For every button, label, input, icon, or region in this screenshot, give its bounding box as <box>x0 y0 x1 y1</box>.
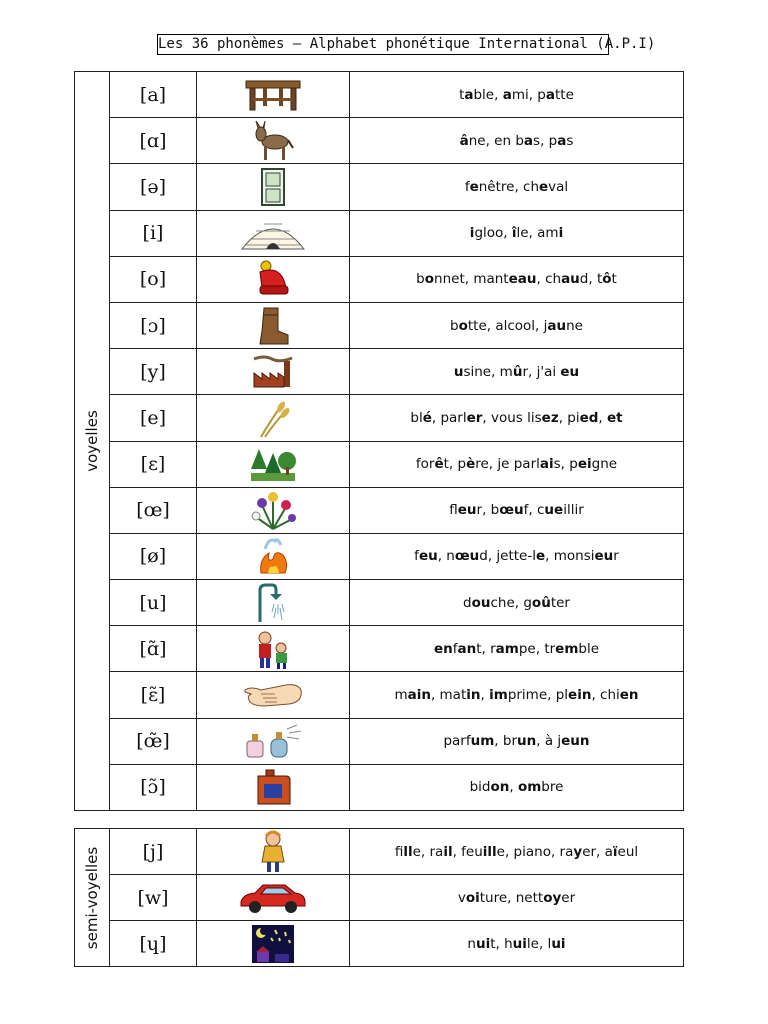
highlighted-grapheme: è <box>466 456 476 473</box>
phoneme-row <box>75 921 684 967</box>
highlighted-grapheme: em <box>555 640 579 657</box>
phoneme-symbol: [ɔ] <box>110 302 197 348</box>
example-words <box>350 164 684 210</box>
word-text: re, je parl <box>475 456 540 473</box>
word-text: pe, tr <box>518 640 556 657</box>
word-text: che, g <box>490 594 532 611</box>
highlighted-grapheme: am <box>495 640 519 657</box>
window-icon <box>197 164 350 210</box>
word-text: d <box>463 594 472 611</box>
phoneme-row <box>75 349 684 395</box>
highlighted-grapheme: a <box>545 86 556 103</box>
word-text: , <box>480 687 490 704</box>
word-text: tte, alcool, j <box>467 317 548 334</box>
highlighted-grapheme: ui <box>475 935 491 952</box>
phoneme-row <box>75 164 684 210</box>
word-text: er <box>561 889 576 906</box>
word-text: , monsi <box>545 548 595 565</box>
phoneme-row <box>75 118 684 164</box>
word-text: , feu <box>452 843 483 860</box>
phoneme-symbol: [ɛ] <box>110 441 197 487</box>
highlighted-grapheme: ill <box>482 843 497 860</box>
page-title: Les 36 phonèmes – Alphabet phonétique International (A.P.I) <box>157 34 609 55</box>
word-text: bre <box>541 779 564 796</box>
phoneme-row <box>75 441 684 487</box>
highlighted-grapheme: u <box>453 363 464 380</box>
word-text: d, jette-l <box>479 548 536 565</box>
highlighted-grapheme: um <box>470 733 495 750</box>
word-text: , parl <box>431 409 467 426</box>
fire-icon <box>197 533 350 579</box>
highlighted-grapheme: a <box>557 132 567 149</box>
example-words <box>350 921 684 967</box>
semivowels-table <box>74 828 684 967</box>
phoneme-symbol: [ɑ] <box>110 118 197 164</box>
word-text: s <box>566 132 574 149</box>
phoneme-symbol: [e] <box>110 395 197 441</box>
word-text: r, j'ai <box>522 363 561 380</box>
phoneme-row <box>75 395 684 441</box>
highlighted-grapheme: in <box>466 687 481 704</box>
word-text: t, h <box>490 935 513 952</box>
highlighted-grapheme: ui <box>512 935 527 952</box>
phoneme-symbol: [w] <box>110 875 197 921</box>
word-text: s, p <box>533 132 558 149</box>
highlighted-grapheme: ô <box>602 271 612 288</box>
highlighted-grapheme: au <box>547 317 567 334</box>
igloo-icon <box>197 210 350 256</box>
wheat-icon <box>197 395 350 441</box>
phoneme-symbol: [u] <box>110 580 197 626</box>
phoneme-row <box>75 302 684 348</box>
example-words <box>350 718 684 764</box>
phoneme-row <box>75 533 684 579</box>
flowers-icon <box>197 487 350 533</box>
word-text: gne <box>591 456 618 473</box>
word-text: f <box>464 178 470 195</box>
highlighted-grapheme: on <box>490 779 510 796</box>
word-text: t <box>459 86 465 103</box>
highlighted-grapheme: i <box>558 225 564 242</box>
highlighted-grapheme: ê <box>434 456 444 473</box>
highlighted-grapheme: er <box>466 409 483 426</box>
category-cell <box>75 829 110 967</box>
highlighted-grapheme: é <box>422 409 432 426</box>
forest-icon <box>197 441 350 487</box>
phoneme-symbol: [ə] <box>110 164 197 210</box>
highlighted-grapheme: e <box>535 548 546 565</box>
highlighted-grapheme: a <box>523 132 534 149</box>
word-text: s, p <box>553 456 578 473</box>
word-text: er, a <box>582 843 613 860</box>
example-words <box>350 441 684 487</box>
word-text: sine, m <box>463 363 513 380</box>
highlighted-grapheme: ei <box>577 456 592 473</box>
shower-icon <box>197 580 350 626</box>
highlighted-grapheme: î <box>511 225 517 242</box>
phoneme-row <box>75 487 684 533</box>
word-text: , n <box>437 548 455 565</box>
word-text: b <box>450 317 459 334</box>
word-text: bl <box>410 409 423 426</box>
category-cell <box>75 72 110 811</box>
highlighted-grapheme: ed <box>579 409 599 426</box>
phoneme-symbol: [y] <box>110 349 197 395</box>
example-words <box>350 829 684 875</box>
word-text: , ch <box>536 271 562 288</box>
example-words <box>350 764 684 810</box>
highlighted-grapheme: au <box>561 271 580 288</box>
phoneme-row <box>75 875 684 921</box>
word-text: , <box>598 409 608 426</box>
highlighted-grapheme: û <box>512 363 523 380</box>
phoneme-symbol: [j] <box>110 829 197 875</box>
word-text: r, b <box>476 502 500 519</box>
donkey-icon <box>197 118 350 164</box>
word-text: for <box>415 456 435 473</box>
word-text: e, piano, ra <box>496 843 574 860</box>
phoneme-symbol: [œ] <box>110 487 197 533</box>
phoneme-symbol: [ɔ̃] <box>110 764 197 810</box>
phoneme-row <box>75 672 684 718</box>
perfume-icon <box>197 718 350 764</box>
jerrycan-icon <box>197 764 350 810</box>
highlighted-grapheme: oi <box>465 889 480 906</box>
example-words <box>350 533 684 579</box>
example-words <box>350 672 684 718</box>
phoneme-row <box>75 764 684 810</box>
word-text: val <box>548 178 569 195</box>
highlighted-grapheme: eau <box>508 271 537 288</box>
highlighted-grapheme: eun <box>561 733 590 750</box>
word-text: e, ra <box>412 843 444 860</box>
car-icon <box>197 875 350 921</box>
example-words <box>350 580 684 626</box>
word-text: prime, pl <box>507 687 569 704</box>
word-text: , mat <box>430 687 467 704</box>
highlighted-grapheme: œu <box>499 502 524 519</box>
children-icon <box>197 626 350 672</box>
highlighted-grapheme: il <box>443 843 453 860</box>
highlighted-grapheme: o <box>424 271 435 288</box>
word-text: m <box>394 687 408 704</box>
highlighted-grapheme: ez <box>541 409 559 426</box>
word-text: f <box>452 640 458 657</box>
phoneme-symbol: [ɥ] <box>110 921 197 967</box>
highlighted-grapheme: un <box>517 733 537 750</box>
highlighted-grapheme: e <box>469 178 479 195</box>
phoneme-row <box>75 580 684 626</box>
highlighted-grapheme: eu <box>594 548 614 565</box>
highlighted-grapheme: ï <box>612 843 618 860</box>
word-text: fi <box>394 843 404 860</box>
phoneme-symbol: [ɑ̃] <box>110 626 197 672</box>
highlighted-grapheme: oy <box>543 889 562 906</box>
highlighted-grapheme: ein <box>568 687 592 704</box>
word-text: gloo, <box>474 225 512 242</box>
word-text: ne, en b <box>468 132 524 149</box>
word-text: ter <box>550 594 570 611</box>
example-words <box>350 72 684 118</box>
example-words <box>350 349 684 395</box>
word-text: bid <box>469 779 491 796</box>
phoneme-symbol: [a] <box>110 72 197 118</box>
phoneme-row <box>75 72 684 118</box>
highlighted-grapheme: om <box>517 779 542 796</box>
highlighted-grapheme: ui <box>551 935 566 952</box>
word-text: mi, p <box>511 86 546 103</box>
phoneme-row <box>75 718 684 764</box>
category-label: semi-voyelles <box>83 846 101 949</box>
example-words <box>350 210 684 256</box>
highlighted-grapheme: ain <box>407 687 431 704</box>
factory-icon <box>197 349 350 395</box>
phoneme-symbol: [ø] <box>110 533 197 579</box>
highlighted-grapheme: oû <box>531 594 551 611</box>
phoneme-row <box>75 256 684 302</box>
example-words <box>350 302 684 348</box>
night-icon <box>197 921 350 967</box>
word-text: nêtre, ch <box>478 178 540 195</box>
highlighted-grapheme: y <box>573 843 583 860</box>
word-text: , vous lis <box>482 409 542 426</box>
word-text: parf <box>443 733 471 750</box>
phoneme-row <box>75 626 684 672</box>
highlighted-grapheme: a <box>502 86 512 103</box>
highlighted-grapheme: eu <box>418 548 438 565</box>
highlighted-grapheme: im <box>489 687 508 704</box>
example-words <box>350 118 684 164</box>
phoneme-symbol: [ɛ̃] <box>110 672 197 718</box>
highlighted-grapheme: ll <box>403 843 413 860</box>
highlighted-grapheme: en <box>619 687 639 704</box>
word-text: ne <box>566 317 583 334</box>
phoneme-row <box>75 829 684 875</box>
word-text: , br <box>494 733 517 750</box>
highlighted-grapheme: a <box>464 86 474 103</box>
word-text: ble <box>578 640 600 657</box>
girl-icon <box>197 829 350 875</box>
word-text: t, p <box>443 456 467 473</box>
phoneme-symbol: [i] <box>110 210 197 256</box>
highlighted-grapheme: â <box>459 132 469 149</box>
example-words <box>350 395 684 441</box>
word-text: v <box>457 889 466 906</box>
boot-icon <box>197 302 350 348</box>
word-text: nnet, mant <box>434 271 509 288</box>
word-text: f <box>414 548 419 565</box>
word-text: le, l <box>526 935 552 952</box>
category-label: voyelles <box>83 410 101 472</box>
highlighted-grapheme: ou <box>471 594 491 611</box>
word-text: , chi <box>591 687 620 704</box>
word-text: f, c <box>523 502 545 519</box>
word-text: , <box>509 779 518 796</box>
word-text: fl <box>449 502 458 519</box>
word-text: , à j <box>536 733 562 750</box>
word-text: r <box>613 548 619 565</box>
example-words <box>350 626 684 672</box>
example-words <box>350 256 684 302</box>
word-text: ture, nett <box>479 889 544 906</box>
highlighted-grapheme: an <box>457 640 477 657</box>
word-text: t <box>611 271 617 288</box>
highlighted-grapheme: i <box>469 225 475 242</box>
word-text: n <box>467 935 476 952</box>
highlighted-grapheme: ue <box>544 502 564 519</box>
example-words <box>350 875 684 921</box>
highlighted-grapheme: e <box>539 178 549 195</box>
highlighted-grapheme: eu <box>457 502 477 519</box>
hand-icon <box>197 672 350 718</box>
highlighted-grapheme: ai <box>539 456 554 473</box>
word-text: , pi <box>558 409 580 426</box>
highlighted-grapheme: o <box>458 317 468 334</box>
word-text: eul <box>617 843 639 860</box>
word-text: d, t <box>579 271 603 288</box>
phoneme-symbol: [œ̃] <box>110 718 197 764</box>
example-words <box>350 487 684 533</box>
word-text: illir <box>563 502 584 519</box>
highlighted-grapheme: eu <box>560 363 580 380</box>
word-text: le, am <box>516 225 559 242</box>
vowels-table <box>74 71 684 811</box>
word-text: tte <box>555 86 574 103</box>
highlighted-grapheme: œu <box>454 548 480 565</box>
highlighted-grapheme: en <box>433 640 453 657</box>
word-text: b <box>416 271 425 288</box>
table-icon <box>197 72 350 118</box>
hat-icon <box>197 256 350 302</box>
word-text: t, r <box>476 640 496 657</box>
phoneme-row <box>75 210 684 256</box>
word-text: ble, <box>473 86 503 103</box>
phoneme-symbol: [o] <box>110 256 197 302</box>
highlighted-grapheme: et <box>607 409 623 426</box>
